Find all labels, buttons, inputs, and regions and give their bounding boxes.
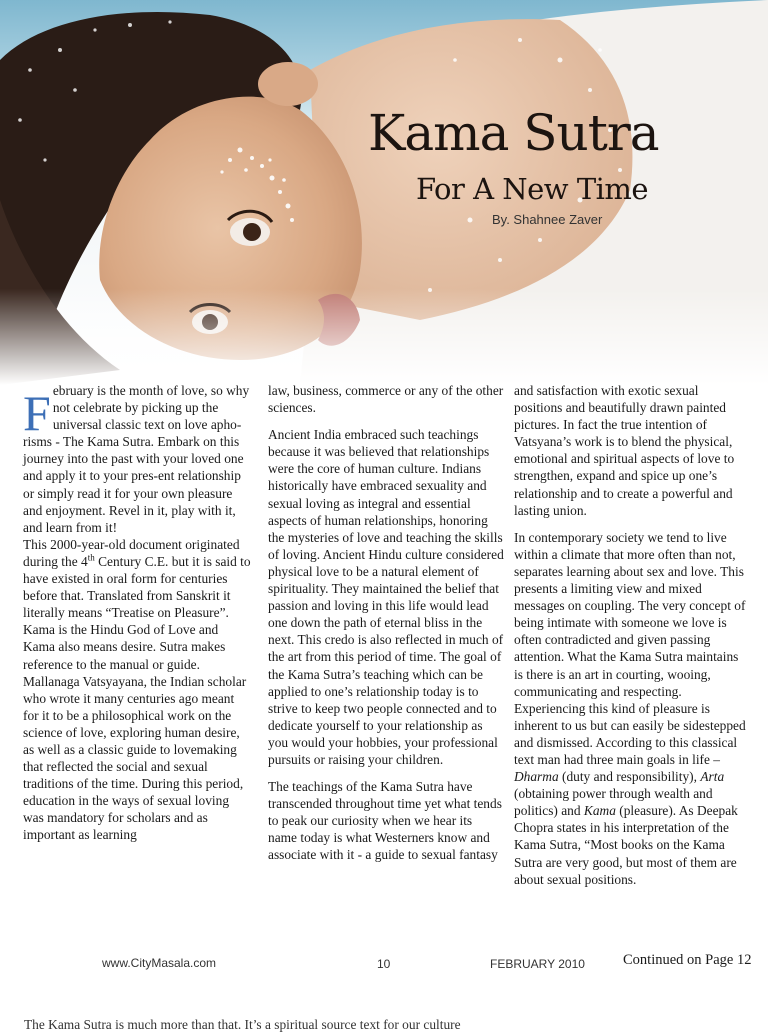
continued-notice: Continued on Page 12 xyxy=(623,952,752,968)
article-column-1 xyxy=(23,382,253,844)
paragraph xyxy=(23,536,253,621)
article-column-3 xyxy=(514,382,746,888)
woman-portrait-illustration xyxy=(0,0,768,385)
paragraph: Kama is the Hindu God of Love and Kama also means desire. Sutra makes reference to the manual or guide. Mallanaga Vatsyayana, the Indian scholar who wrote it many centuries ago meant for it to be a philosophical work on the science of love, exploring human desire, as well as a classic guide to lovemaking that reflected the social and sexual traditions of the time. During this period, education in the ways of sexual loving was mandatory for scholars and as important as learning xyxy=(23,622,247,843)
paragraph-text: (pleasure). As Deepak Chopra states in his interpretation of the Kama Sutra, “Most books on the Kama Sutra are very good, but most of them are about sexual positions. xyxy=(514,803,738,887)
superscript: th xyxy=(87,552,95,563)
article-title: Kama Sutra xyxy=(368,104,659,162)
paragraph-text: In contemporary society we tend to live within a climate that more often than not, separates learning about sex and love. This presents a limiting view and mixed messages on coupling. The very concept of being intimate with someone we love is often contradicted and given passing attention. What the Kama Sutra maintains is there is an art in courting, wooing, communicating and respecting. Experiencing this kind of pleasure is inherent to us but can easily be sidestepped and dismissed. According to this classical text man had three main goals in life – xyxy=(514,529,746,767)
paragraph: and satisfaction with exotic sexual positions and beautifully drawn painted pictures. In fact the true intention of Vatsyana’s work is to blend the physical, emotional and spiritual aspects of love to strengthen, expand and spice up one’s relationship and to create a powerful and lasting union. xyxy=(514,383,735,518)
paragraph xyxy=(23,382,253,536)
issue-date: FEBRUARY 2010 xyxy=(490,957,585,971)
paragraph-text: (duty and responsibility), xyxy=(558,769,701,785)
paragraph-text: Century C.E. but it is said to have existed in oral form for centuries before that. Translated from Sanskrit it literally means “Treatise on Pleasure”. xyxy=(23,553,251,621)
drop-cap: F xyxy=(23,385,51,441)
next-page-text-peek: The Kama Sutra is much more than that. It’s a spiritual source text for our culture xyxy=(24,1017,461,1032)
paragraph: Ancient India embraced such teachings because it was believed that relationships were the core of human culture. Indians historically have embraced sexuality and sexual loving as integral and essential aspects of human relationships, honoring the mysteries of love and teaching the skills of loving. Ancient Hindu culture considered physical love to be a natural element of spirituality. They maintained the belief that passion and loving in this life would lead one down the path of eternal bliss in the next. This credo is also reflected in much of the art from this period of time. The goal of the Kama Sutra’s teaching which can be applied to one’s relationship today is to strive to keep two people connected and to dedicate yourself to your relationship as you would your hobbies, your professional pursuits or raising your children. xyxy=(268,427,504,767)
term-dharma: Dharma xyxy=(514,769,559,785)
paragraph: law, business, commerce or any of the other sciences. xyxy=(268,383,504,416)
paragraph xyxy=(514,529,746,888)
term-arta: Arta xyxy=(700,769,725,785)
term-kama: Kama xyxy=(583,803,616,819)
article-byline: By. Shahnee Zaver xyxy=(492,212,603,227)
footer-website-link[interactable]: www.CityMasala.com xyxy=(102,956,217,970)
paragraph: The teachings of the Kama Sutra have transcended throughout time yet what tends to peak our curiosity when we hear its name today is what Westerners know and associate with it - a guide to sexual fantasy xyxy=(268,779,502,863)
article-column-2 xyxy=(268,382,504,864)
article-subtitle: For A New Time xyxy=(416,172,649,206)
page-number: 10 xyxy=(377,957,391,971)
hero-photo xyxy=(0,0,768,385)
paragraph-text: This 2000-year-old document originated during the 4 xyxy=(23,536,240,569)
paragraph-text: ebruary is the month of love, so why not celebrate by picking up the universal classic text on love apho-risms - The Kama Sutra. Embark on this journey into the past with your loved one and apply it to your pres-ent relationship or simply read it for your own pleasure and enjoyment. Revel in it, play with it, and learn from it! xyxy=(23,383,250,535)
paragraph-text: (obtaining power through wealth and politics) and xyxy=(514,786,713,819)
